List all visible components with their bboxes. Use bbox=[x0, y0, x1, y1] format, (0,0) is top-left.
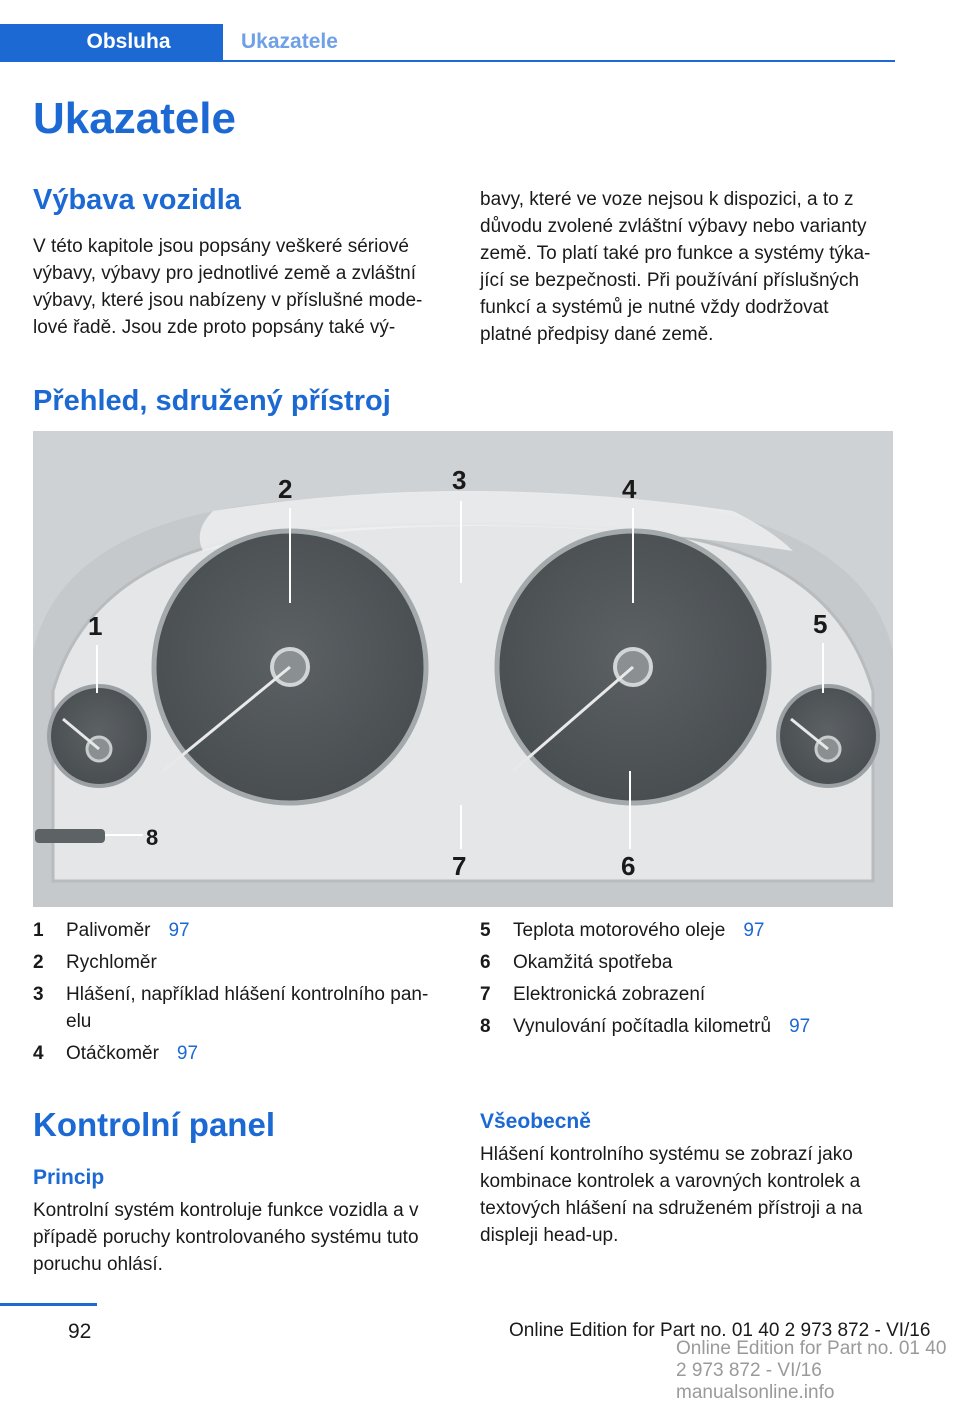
legend-number: 2 bbox=[33, 952, 44, 973]
instrument-cluster-figure bbox=[33, 431, 893, 907]
text-line: důvodu zvolené zvláštní výbavy nebo varianty bbox=[480, 216, 867, 237]
legend-item bbox=[480, 949, 900, 976]
legend-number: 3 bbox=[33, 984, 44, 1005]
text-line: jící se bezpečnosti. Při používání příslušných bbox=[480, 270, 860, 291]
text-line: výbavy, které jsou nabízeny v příslušné mode‐ bbox=[33, 290, 423, 311]
vybava-text-col1 bbox=[33, 233, 453, 341]
text-line: lové řadě. Jsou zde proto popsány také vý‐ bbox=[33, 317, 396, 338]
legend-item bbox=[33, 1040, 453, 1067]
figure-label-4: 4 bbox=[622, 474, 637, 504]
text-line: platné předpisy dané země. bbox=[480, 324, 714, 345]
text-line: poruchu ohlásí. bbox=[33, 1254, 163, 1275]
page-reference-link[interactable]: 97 bbox=[789, 1016, 811, 1037]
figure-label-8: 8 bbox=[146, 825, 159, 850]
legend-number: 1 bbox=[33, 920, 44, 941]
legend-label: Elektronická zobrazení bbox=[513, 984, 706, 1005]
text-line: textových hlášení na sdruženém přístroji a na bbox=[480, 1198, 863, 1219]
legend-item bbox=[33, 981, 453, 1035]
page-title: Ukazatele bbox=[33, 94, 237, 143]
tab-ukazatele[interactable]: Ukazatele bbox=[241, 30, 338, 53]
legend-number: 5 bbox=[480, 920, 491, 941]
text-line: displeji head-up. bbox=[480, 1225, 619, 1246]
footer-rule bbox=[0, 1303, 97, 1306]
text-line: výbavy, výbavy pro jednotlivé země a zvláštní bbox=[33, 263, 416, 284]
figure-label-3: 3 bbox=[452, 465, 467, 495]
legend-item bbox=[480, 981, 900, 1008]
text-line: Hlášení kontrolního systému se zobrazí jako bbox=[480, 1144, 853, 1165]
legend-label: Palivoměr bbox=[66, 920, 151, 941]
legend-label: Hlášení, například hlášení kontrolního pan‐ bbox=[66, 984, 429, 1005]
header-tabbar bbox=[0, 24, 895, 62]
text-line: země. To platí také pro funkce a systémy týka‐ bbox=[480, 243, 871, 264]
watermark: Online Edition for Part no. 01 40 2 973 872 - VI/16 manualsonline.info bbox=[676, 1338, 947, 1403]
legend-label: Rychloměr bbox=[66, 952, 157, 973]
legend-label: Vynulování počítadla kilometrů bbox=[513, 1016, 772, 1037]
legend-number: 4 bbox=[33, 1043, 44, 1064]
figure-label-5: 5 bbox=[813, 609, 828, 639]
legend-left bbox=[33, 917, 453, 1067]
figure-label-7: 7 bbox=[452, 851, 467, 881]
figure-label-2: 2 bbox=[278, 474, 293, 504]
page-reference-link[interactable]: 97 bbox=[743, 920, 765, 941]
legend-item bbox=[33, 949, 453, 976]
text-line: případě poruchy kontrolovaného systému tuto bbox=[33, 1227, 419, 1248]
header-rule bbox=[0, 60, 895, 62]
legend-item bbox=[480, 1013, 900, 1040]
page-reference-link[interactable]: 97 bbox=[168, 920, 190, 941]
princip-text bbox=[33, 1197, 453, 1278]
heading-vybava: Výbava vozidla bbox=[33, 184, 241, 216]
text-line: funkcí a systémů je nutné vždy dodržovat bbox=[480, 297, 829, 318]
text-line: kombinace kontrolek a varovných kontrolek a bbox=[480, 1171, 861, 1192]
page-number: 92 bbox=[68, 1320, 92, 1343]
legend-label: Teplota motorového oleje bbox=[513, 920, 726, 941]
text-line: Kontrolní systém kontroluje funkce vozidla a v bbox=[33, 1200, 419, 1221]
legend-right bbox=[480, 917, 900, 1040]
text-line: bavy, které ve voze nejsou k dispozici, a to z bbox=[480, 189, 854, 210]
legend-item bbox=[33, 917, 453, 944]
legend-number: 8 bbox=[480, 1016, 491, 1037]
legend-number: 7 bbox=[480, 984, 491, 1005]
page-reference-link[interactable]: 97 bbox=[176, 1043, 199, 1064]
figure-label-1: 1 bbox=[88, 611, 103, 641]
text-line: V této kapitole jsou popsány veškeré sériové bbox=[33, 236, 409, 257]
vybava-text-col2 bbox=[480, 186, 900, 348]
tab-obsluha[interactable]: Obsluha bbox=[0, 24, 223, 60]
legend-label: Otáčkoměr bbox=[66, 1043, 159, 1064]
vseobecne-text bbox=[480, 1141, 900, 1249]
legend-number: 6 bbox=[480, 952, 491, 973]
heading-prehled: Přehled, sdružený přístroj bbox=[33, 385, 391, 417]
instrument-cluster-illustration bbox=[33, 431, 893, 907]
figure-label-6: 6 bbox=[621, 851, 636, 881]
legend-label-cont: elu bbox=[66, 1011, 92, 1032]
heading-princip: Princip bbox=[33, 1166, 105, 1189]
heading-kontrolni-panel: Kontrolní panel bbox=[33, 1106, 275, 1143]
heading-vseobecne: Všeobecně bbox=[480, 1110, 591, 1133]
legend-label: Okamžitá spotřeba bbox=[513, 952, 673, 973]
edition-note: Online Edition for Part no. 01 40 2 973 872 - VI/16 bbox=[509, 1320, 931, 1341]
legend-item bbox=[480, 917, 900, 944]
